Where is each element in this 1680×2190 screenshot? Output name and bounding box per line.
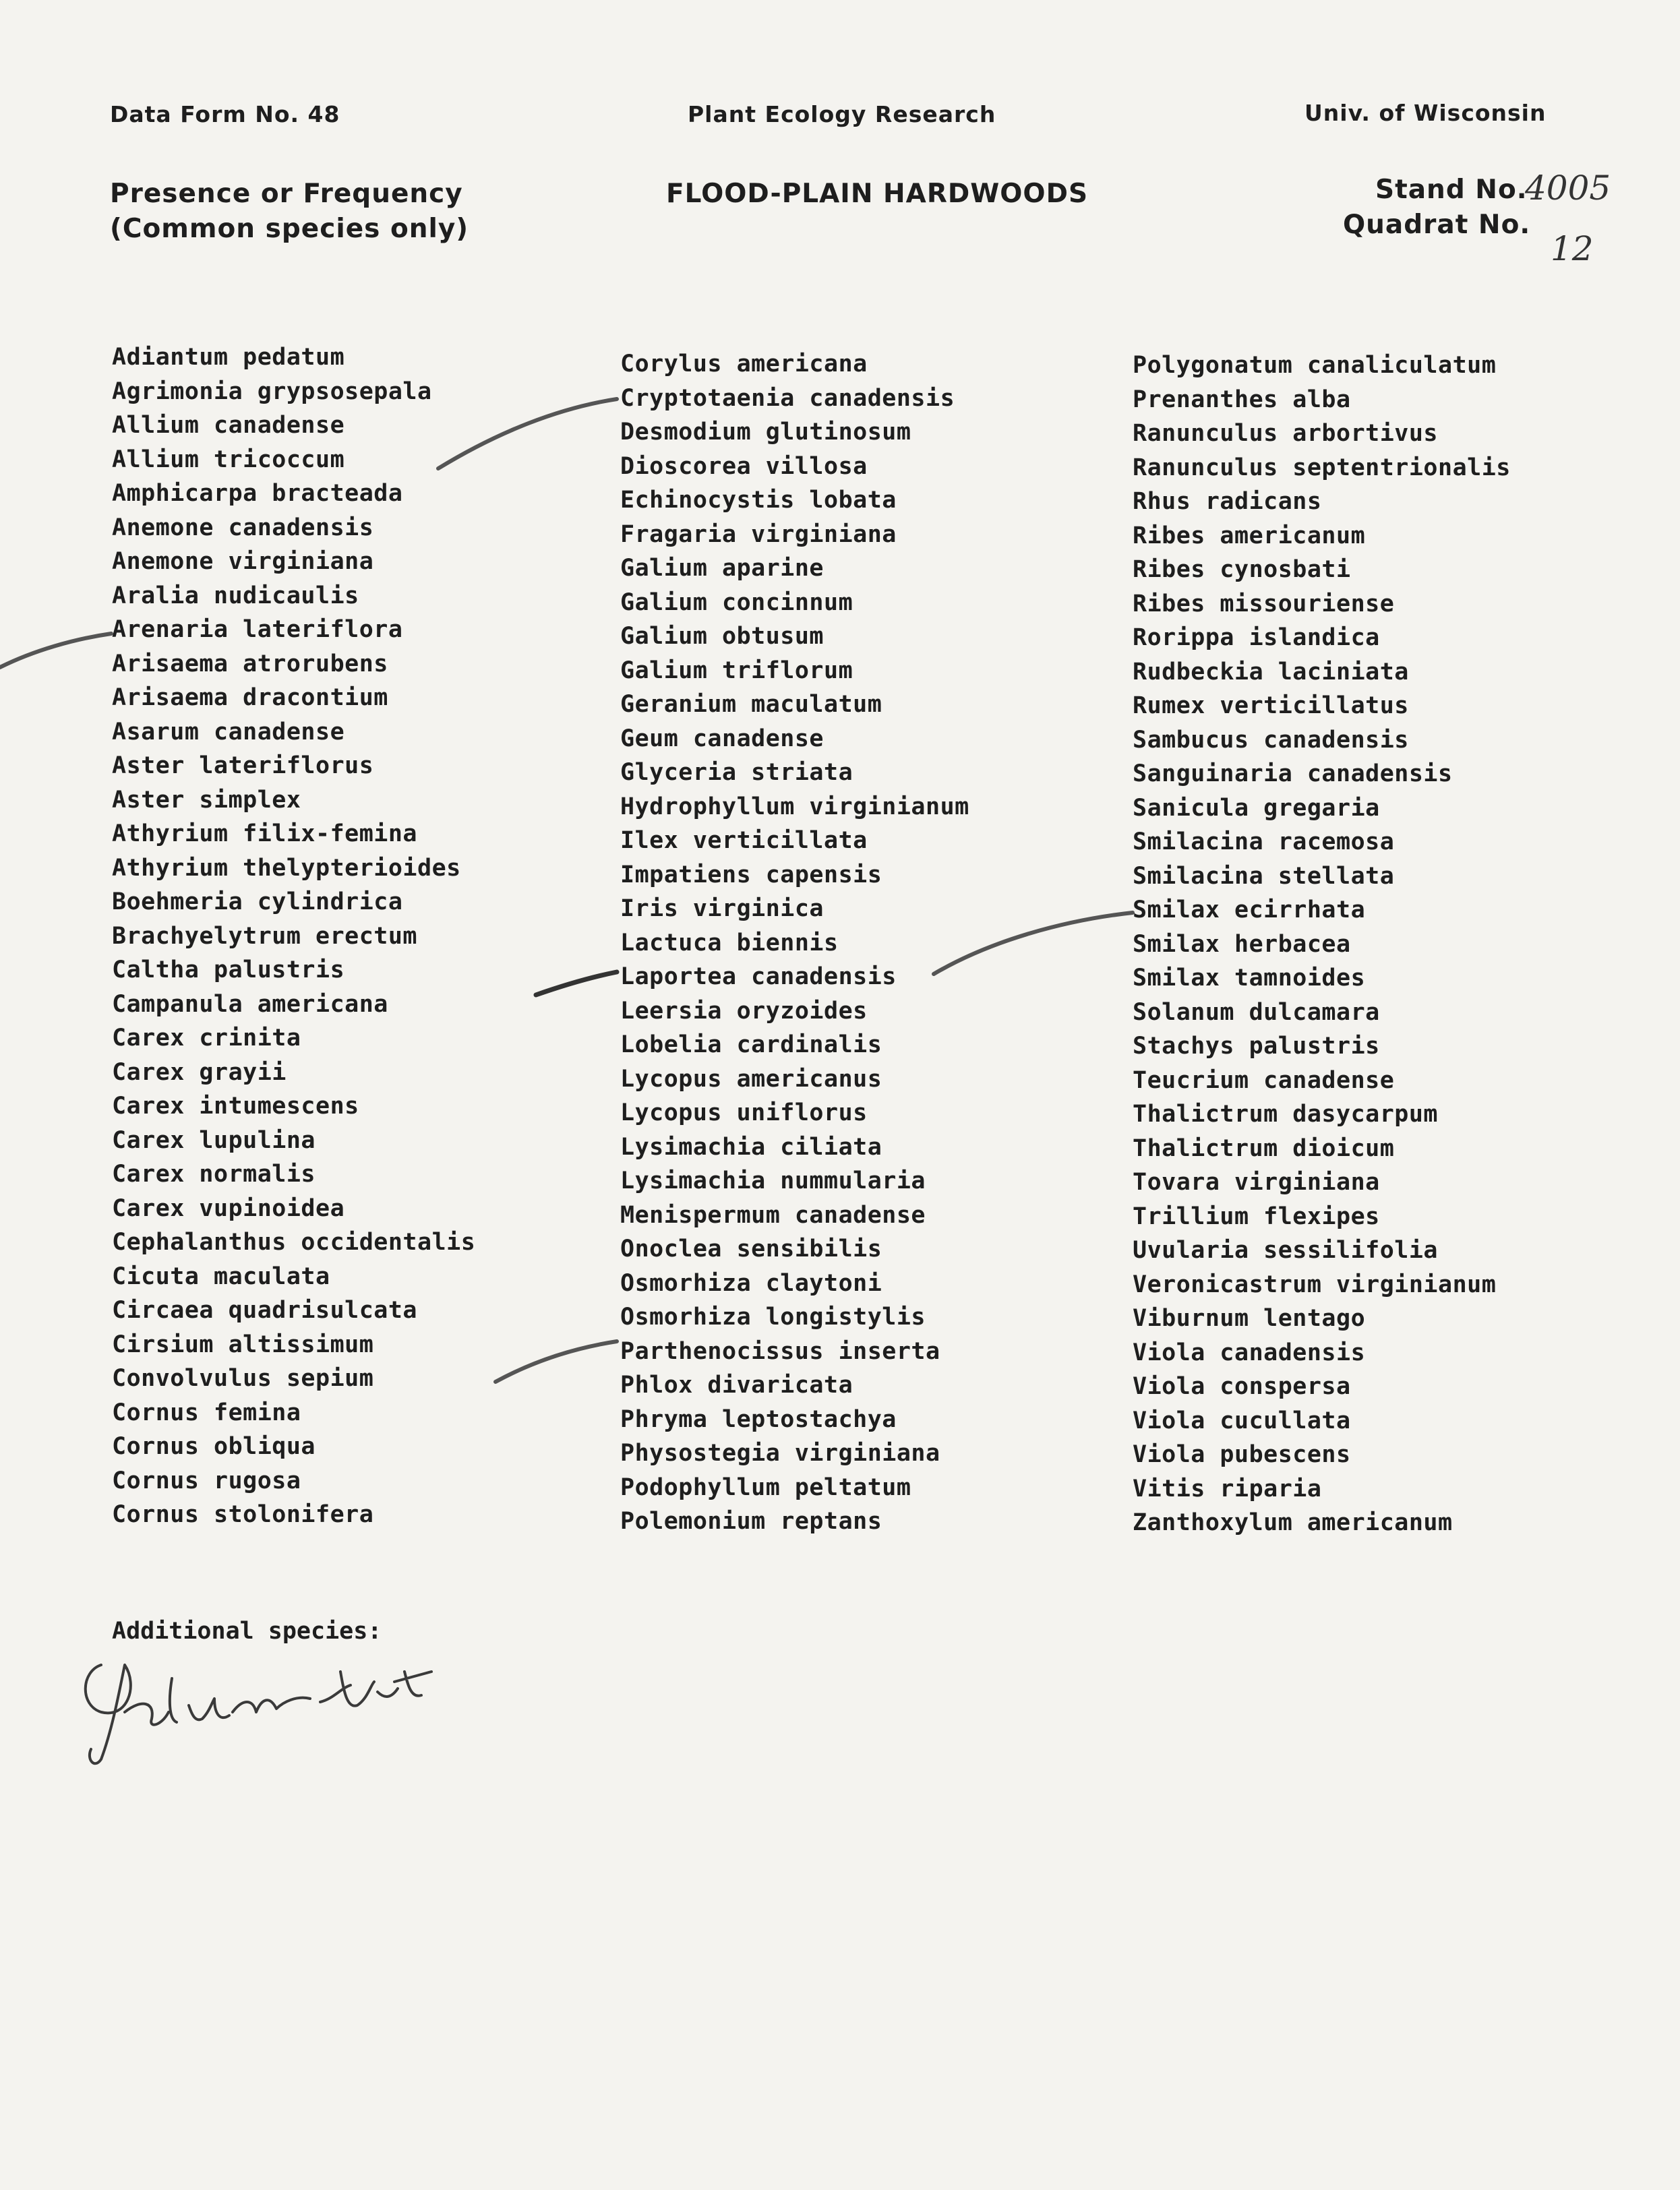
- species-item: Osmorhiza claytoni: [620, 1269, 882, 1297]
- species-item: Smilacina stellata: [1133, 862, 1395, 890]
- species-item: Stachys palustris: [1133, 1033, 1380, 1060]
- species-item: Glyceria striata: [620, 759, 853, 786]
- species-item: Amphicarpa bracteada: [112, 480, 403, 507]
- species-item: Corylus americana: [620, 351, 868, 377]
- species-item: Ribes americanum: [1133, 522, 1366, 549]
- species-item: Cornus rugosa: [112, 1467, 301, 1494]
- species-item: Allium tricoccum: [112, 446, 345, 473]
- species-item: Iris virginica: [620, 895, 824, 922]
- species-item: Carex lupulina: [112, 1126, 316, 1154]
- species-item: Cornus stolonifera: [112, 1501, 374, 1528]
- species-item: Phlox divaricata: [620, 1372, 853, 1399]
- species-item: Ranunculus septentrionalis: [1133, 454, 1511, 481]
- species-item: Thalictrum dioicum: [1133, 1134, 1395, 1162]
- species-item: Polemonium reptans: [620, 1508, 882, 1535]
- quadrat-value: 12: [1551, 229, 1594, 268]
- pen-stroke-cryptotaenia: [438, 399, 617, 468]
- species-item: Viola conspersa: [1133, 1373, 1351, 1400]
- species-item: Parthenocissus inserta: [620, 1337, 940, 1365]
- species-item: Physostegia virginiana: [620, 1440, 940, 1467]
- species-item: Arenaria lateriflora: [112, 616, 403, 643]
- species-item: Laportea canadensis: [620, 963, 897, 990]
- pen-stroke-smilax: [934, 913, 1133, 974]
- species-item: Phryma leptostachya: [620, 1405, 897, 1433]
- species-item: Boehmeria cylindrica: [112, 888, 403, 915]
- species-item: Viola canadensis: [1133, 1339, 1366, 1366]
- species-item: Sambucus canadensis: [1133, 726, 1409, 754]
- species-item: Convolvulus sepium: [112, 1365, 374, 1392]
- species-item: Solanum dulcamara: [1133, 998, 1380, 1026]
- species-item: Galium aparine: [620, 555, 824, 582]
- species-item: Cicuta maculata: [112, 1263, 330, 1290]
- presence-line-1: Presence or Frequency: [110, 179, 463, 209]
- species-item: Carex normalis: [112, 1161, 316, 1188]
- species-item: Rudbeckia laciniata: [1133, 658, 1409, 686]
- species-item: Geranium maculatum: [620, 691, 882, 718]
- species-item: Onoclea sensibilis: [620, 1236, 882, 1263]
- species-item: Ribes missouriense: [1133, 590, 1395, 617]
- species-item: Prenanthes alba: [1133, 386, 1351, 413]
- species-item: Asarum canadense: [112, 718, 345, 746]
- quadrat-label: Quadrat No.: [1343, 210, 1531, 240]
- species-item: Lysimachia ciliata: [620, 1133, 882, 1161]
- species-item: Viola cucullata: [1133, 1407, 1351, 1434]
- species-item: Smilacina racemosa: [1133, 828, 1395, 855]
- species-item: Vitis riparia: [1133, 1475, 1322, 1502]
- species-item: Tovara virginiana: [1133, 1169, 1380, 1196]
- species-item: Osmorhiza longistylis: [620, 1304, 926, 1331]
- species-item: Smilax ecirrhata: [1133, 896, 1366, 923]
- species-item: Thalictrum dasycarpum: [1133, 1101, 1439, 1128]
- species-item: Rorippa islandica: [1133, 624, 1380, 651]
- species-item: Smilax tamnoides: [1133, 965, 1366, 992]
- species-item: Hydrophyllum virginianum: [620, 793, 969, 820]
- species-item: Aralia nudicaulis: [112, 582, 359, 609]
- species-item: Podophyllum peltatum: [620, 1473, 911, 1501]
- stand-value: 4005: [1525, 169, 1611, 208]
- species-item: Impatiens capensis: [620, 861, 882, 888]
- species-item: Dioscorea villosa: [620, 452, 868, 480]
- species-item: Anemone virginiana: [112, 548, 374, 575]
- species-item: Ranunculus arbortivus: [1133, 420, 1439, 447]
- species-item: Aster lateriflorus: [112, 752, 374, 779]
- species-item: Uvularia sessilifolia: [1133, 1237, 1439, 1264]
- species-item: Cephalanthus occidentalis: [112, 1229, 476, 1256]
- species-item: Aster simplex: [112, 786, 301, 814]
- community-title: FLOOD-PLAIN HARDWOODS: [666, 179, 1089, 209]
- species-item: Echinocystis lobata: [620, 487, 897, 514]
- organization: Plant Ecology Research: [688, 101, 996, 127]
- species-item: Sanguinaria canadensis: [1133, 760, 1453, 787]
- species-item: Caltha palustris: [112, 956, 345, 983]
- species-item: Anemone canadensis: [112, 514, 374, 541]
- presence-line-2: (Common species only): [110, 214, 469, 244]
- species-item: Lobelia cardinalis: [620, 1031, 882, 1058]
- species-item: Ilex verticillata: [620, 827, 868, 854]
- species-item: Leersia oryzoides: [620, 997, 868, 1025]
- species-item: Rumex verticillatus: [1133, 692, 1409, 719]
- handwritten-additional-species: [86, 1665, 431, 1763]
- species-item: Veronicastrum virginianum: [1133, 1271, 1497, 1298]
- species-item: Teucrium canadense: [1133, 1066, 1395, 1094]
- species-item: Galium triflorum: [620, 657, 853, 684]
- species-item: Viola pubescens: [1133, 1441, 1351, 1468]
- species-item: Carex vupinoidea: [112, 1194, 345, 1222]
- species-item: Arisaema dracontium: [112, 684, 388, 711]
- species-item: Trillium flexipes: [1133, 1203, 1380, 1230]
- species-item: Polygonatum canaliculatum: [1133, 352, 1497, 379]
- species-item: Lycopus uniflorus: [620, 1099, 868, 1126]
- pen-stroke-arenaria: [0, 634, 111, 667]
- species-item: Cirsium altissimum: [112, 1331, 374, 1358]
- species-item: Athyrium filix-femina: [112, 820, 418, 847]
- species-item: Fragaria virginiana: [620, 520, 897, 548]
- species-item: Cornus obliqua: [112, 1433, 316, 1460]
- additional-species-label: Additional species:: [112, 1618, 382, 1645]
- species-item: Campanula americana: [112, 990, 388, 1018]
- form-number: Data Form No. 48: [110, 101, 340, 127]
- species-item: Circaea quadrisulcata: [112, 1297, 418, 1324]
- university: Univ. of Wisconsin: [1304, 100, 1547, 126]
- pen-stroke-parthenocissus: [496, 1341, 617, 1382]
- species-item: Brachyelytrum erectum: [112, 922, 418, 950]
- species-item: Cornus femina: [112, 1399, 301, 1426]
- species-item: Lysimachia nummularia: [620, 1167, 926, 1194]
- species-item: Carex intumescens: [112, 1093, 359, 1120]
- species-item: Galium obtusum: [620, 623, 824, 650]
- pen-stroke-laportea: [536, 972, 617, 995]
- species-item: Allium canadense: [112, 412, 345, 439]
- species-item: Rhus radicans: [1133, 488, 1322, 515]
- species-item: Arisaema atrorubens: [112, 650, 388, 677]
- species-item: Lycopus americanus: [620, 1065, 882, 1093]
- species-item: Cryptotaenia canadensis: [620, 384, 955, 412]
- species-item: Agrimonia grypsosepala: [112, 377, 432, 405]
- species-item: Sanicula gregaria: [1133, 794, 1380, 822]
- species-item: Galium concinnum: [620, 588, 853, 616]
- species-item: Menispermum canadense: [620, 1201, 926, 1229]
- species-item: Viburnum lentago: [1133, 1305, 1366, 1332]
- species-item: Carex grayii: [112, 1058, 287, 1086]
- species-item: Geum canadense: [620, 725, 824, 752]
- species-item: Desmodium glutinosum: [620, 419, 911, 446]
- species-item: Smilax herbacea: [1133, 930, 1351, 958]
- species-item: Ribes cynosbati: [1133, 556, 1351, 583]
- stand-label: Stand No.: [1375, 175, 1528, 205]
- species-item: Athyrium thelypterioides: [112, 854, 461, 882]
- species-item: Zanthoxylum americanum: [1133, 1509, 1453, 1536]
- species-item: Carex crinita: [112, 1025, 301, 1052]
- species-item: Adiantum pedatum: [112, 344, 345, 371]
- species-item: Lactuca biennis: [620, 929, 839, 956]
